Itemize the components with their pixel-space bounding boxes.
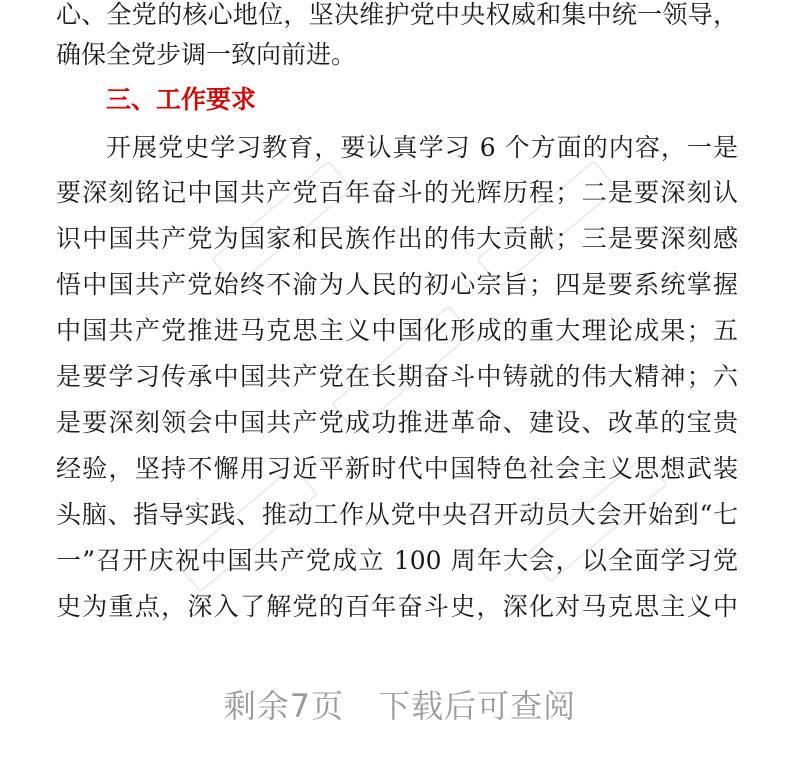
- paragraph-line: 中国共产党推进马克思主义中国化形成的重大理论成果；五: [56, 316, 738, 345]
- remaining-pages-label: 剩余7页: [223, 687, 345, 725]
- download-prompt[interactable]: [0, 686, 800, 726]
- section-heading: 三、工作要求: [106, 85, 257, 114]
- paragraph-line: 要深刻铭记中国共产党百年奋斗的光辉历程；二是要深刻认: [56, 178, 738, 207]
- paragraph-line: 一”召开庆祝中国共产党成立 100 周年大会，以全面学习党: [56, 546, 738, 575]
- paragraph-line: 史为重点，深入了解党的百年奋斗史，深化对马克思主义中: [56, 592, 738, 621]
- paragraph-line: 开展党史学习教育，要认真学习 6 个方面的内容，一是: [106, 133, 738, 162]
- paragraph-line: 是要深刻领会中国共产党成功推进革命、建设、改革的宝贵: [56, 408, 738, 437]
- download-to-view-label: 下载后可查阅: [378, 687, 577, 725]
- paragraph-line: 头脑、指导实践、推动工作从党中央召开动员大会开始到“七: [56, 500, 738, 529]
- text-line: 心、全党的核心地位，坚决维护党中央权威和集中统一领导，: [56, 0, 738, 29]
- paragraph-line: 识中国共产党为国家和民族作出的伟大贡献；三是要深刻感: [56, 224, 738, 253]
- text-line: 确保全党步调一致向前进。: [56, 40, 357, 69]
- paragraph-line: 经验，坚持不懈用习近平新时代中国特色社会主义思想武装: [56, 454, 738, 483]
- paragraph-line: 是要学习传承中国共产党在长期奋斗中铸就的伟大精神；六: [56, 362, 738, 391]
- paragraph-line: 悟中国共产党始终不渝为人民的初心宗旨；四是要系统掌握: [56, 270, 738, 299]
